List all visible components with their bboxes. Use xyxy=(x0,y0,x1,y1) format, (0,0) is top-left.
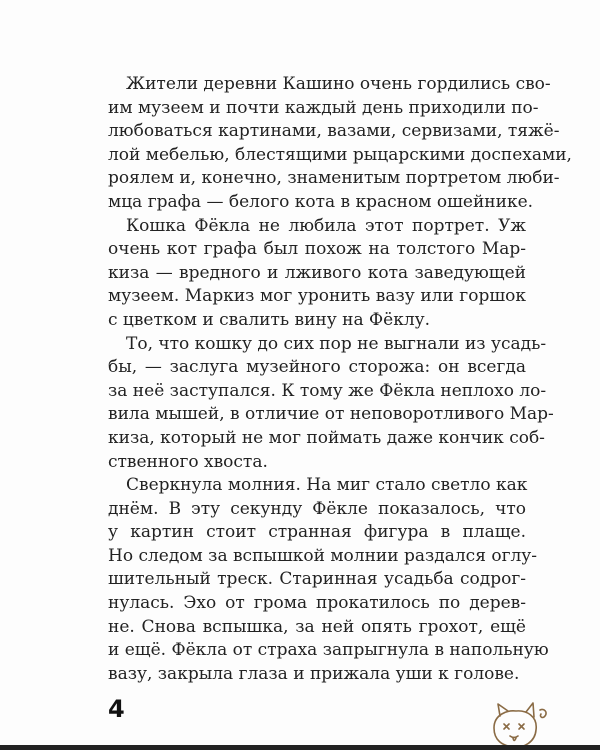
text-line: с цветком и свалить вину на Фёклу. xyxy=(108,309,431,330)
body-text xyxy=(108,73,572,686)
text-line: вазу, закрыла глаза и прижала уши к голове. xyxy=(108,663,520,684)
paragraph xyxy=(108,73,572,215)
text-line: вила мышей, в отличие от неповоротливого Мар- xyxy=(108,404,554,425)
text-line: не. Снова вспышка, за ней опять грохот, ещё xyxy=(108,616,526,637)
text-line: и ещё. Фёкла от страха запрыгнула в напольную xyxy=(108,640,549,661)
text-line: музеем. Маркиз мог уронить вазу или горшок xyxy=(108,286,526,307)
text-line: бы, — заслуга музейного сторожа: он всегда xyxy=(108,357,526,378)
text-line: киза — вредного и лживого кота заведующей xyxy=(108,262,526,283)
text-line: киза, который не мог поймать даже кончик соб- xyxy=(108,427,545,448)
text-line: Кошка Фёкла не любила этот портрет. Уж xyxy=(126,215,526,236)
text-line: им музеем и почти каждый день приходили по- xyxy=(108,97,539,118)
dizzy-cat-face-icon xyxy=(486,698,550,750)
paragraph xyxy=(108,474,549,686)
text-line: за неё заступался. К тому же Фёкла неплохо ло- xyxy=(108,380,547,401)
text-line: Но следом за вспышкой молнии раздался оглу- xyxy=(108,545,538,566)
text-line: днём. В эту секунду Фёкле показалось, что xyxy=(108,498,526,519)
text-line: лой мебелью, блестящими рыцарскими доспехами, xyxy=(108,144,572,165)
text-line: шительный треск. Старинная усадьба содрог- xyxy=(108,569,526,590)
text-line: роялем и, конечно, знаменитым портретом люби- xyxy=(108,168,560,189)
text-line: у картин стоит странная фигура в плаще. xyxy=(108,522,526,543)
text-line: любоваться картинами, вазами, сервизами, тяжё- xyxy=(108,121,560,142)
text-line: То, что кошку до сих пор не выгнали из усадь- xyxy=(126,333,547,354)
text-line: ственного хвоста. xyxy=(108,451,268,472)
paragraph xyxy=(108,215,526,333)
text-line: мца графа — белого кота в красном ошейнике. xyxy=(108,191,534,212)
text-line: Сверкнула молния. На миг стало светло как xyxy=(126,475,528,496)
page-edge-divider xyxy=(0,745,600,750)
paragraph xyxy=(108,333,554,475)
text-line: нулась. Эхо от грома прокатилось по дерев- xyxy=(108,593,526,614)
page-number: 4 xyxy=(108,695,125,723)
text-line: очень кот графа был похож на толстого Мар- xyxy=(108,239,526,260)
text-line: Жители деревни Кашино очень гордились сво- xyxy=(126,74,551,94)
